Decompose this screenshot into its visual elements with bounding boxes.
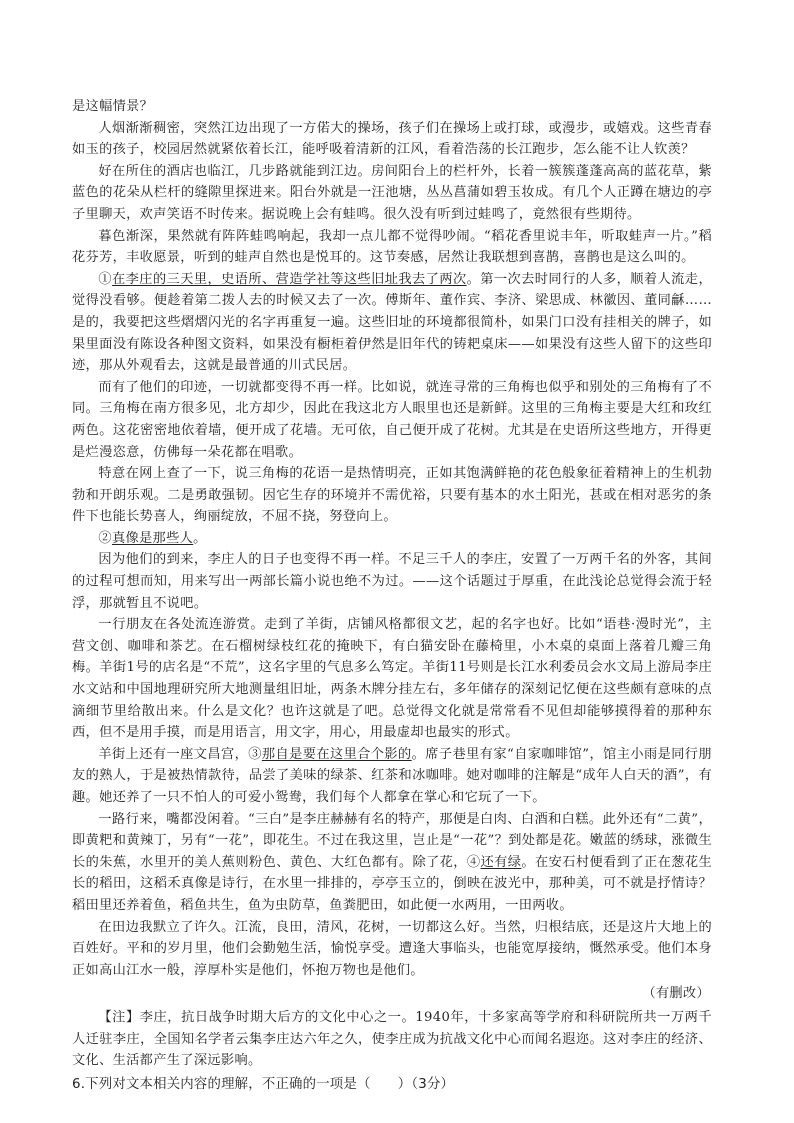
paragraph-4-rest: 。第一次去时同行的人多，顺着人流走，觉得没看够。便趁着第二拨人去的时候又去了一次。傅斯年、董作宾、李济、梁思成、林徽因、董同龢……是的，我要把这些熠熠闪光的名字再重复一遍。这些旧址的环境都很简朴，如果门口没有挂相关的牌子，如果里面没有陈设各种图文资料，如果没有橱柜着伊然是旧年代的铸耙桌床——如果没有这些人留下的这些印迹，那从外观看去，这就是最普通的川式民居。 [72, 271, 712, 374]
paragraph-10-start: 羊街上还有一座文昌宫， [98, 746, 249, 762]
underlined-sentence-4: 还有绿 [480, 854, 522, 870]
paragraph-7-rest: 。 [193, 530, 207, 546]
paragraph-9: 一行朋友在各处流连游赏。走到了羊街，店铺风格都很文艺，起的名字也好。比如“语巷·漫时光”，主营文创、咖啡和茶艺。在石榴树绿枝红花的掩映下，有白猫安卧在藤椅里，小木桌的桌面上落着几瓣三角梅。羊街1号的店名是“不荒”，这名字里的气息多么笃定。羊街11号则是长江水利委员会水文局上游局李庄水文站和中国地理研究所大地测量组旧址，两条木牌分挂左右，多年储存的深刻记忆便在这些颇有意味的点滴细节里给散出来。什么是文化？也许这就是了吧。总觉得文化就是常常看不见但却能够摸得着的那种东西，但不是用手摸，而是用语言，用文字，用心，用最虚却也最实的形式。 [72, 617, 712, 741]
paragraph-11 [72, 809, 712, 917]
underlined-sentence-3: 那自是要在这里合个影的 [261, 746, 412, 762]
question-6: 6.下列对文本相关内容的理解，不正确的一项是（ ）（3分） [72, 1076, 455, 1092]
footnote-label: 【注】 [98, 1009, 140, 1025]
paragraph-11-rest: 。在安石村便看到了正在葱花生长的稻田，这稻禾真像是诗行，在水里一排排的，亭亭玉立的，倒映在波光中，那种美，可不就是抒情诗？稻田里还养着鱼，稻鱼共生，鱼为虫防草，鱼粪肥田，如此便一水两用，一田两收。 [72, 854, 712, 913]
paragraph-7 [72, 528, 712, 550]
marker-1: ① [98, 271, 113, 287]
article-page [72, 96, 712, 1095]
paragraph-12: 在田边我默立了许久。江流，良田，清风，花树，一切都这么好。当然，归根结底，还是这片大地上的百姓好。平和的岁月里，他们会勤勉生活，愉悦享受。遭逢大事临头，也能宽厚接纳，慨然承受。他们本身正如高山江水一般，淳厚朴实是他们，怀抱万物也是他们。 [72, 919, 712, 978]
underlined-sentence-1: 在李庄的三天里，史语所、营造学社等这些旧址我去了两次 [112, 271, 467, 287]
footnote-text: 李庄，抗日战争时期大后方的文化中心之一。1940年，十多家高等学府和科研院所共一万两千人迁驻李庄，全国知名学者云集李庄达六年之久，使李庄成为抗战文化中心而闻名遐迩。这对李庄的经济、文化、生活都产生了深远影响。 [72, 1009, 712, 1069]
paragraph-5: 而有了他们的印迹，一切就都变得不再一样。比如说，就连寻常的三角梅也似乎和别处的三角梅有了不同。三角梅在南方很多见，北方却少，因此在我这北方人眼里也还是新鲜。这里的三角梅主要是大红和玫红两色。这花密密地依着墙，便开成了花墙。无可依，自己便开成了花树。尤其是在史语所这些地方，开得更是烂漫恣意，仿佛每一朵花都在唱歌。 [72, 379, 712, 460]
marker-4: ④ [466, 854, 481, 870]
paragraph-0: 是这幅情景？ [72, 99, 154, 114]
paragraph-4 [72, 269, 712, 377]
source-note: （有删改） [642, 986, 710, 1002]
paragraph-3: 暮色渐深，果然就有阵阵蛙鸣响起，我却一点儿都不觉得吵闹。“稻花香里说丰年，听取蛙声一片。”稻花芬芳，丰收愿景，听到的蛙声自然也是悦耳的。这节奏感，居然让我联想到喜鹊，喜鹊也是这么叫的。 [72, 228, 712, 266]
paragraph-10 [72, 744, 712, 809]
paragraph-1: 人烟渐渐稠密，突然江边出现了一方偌大的操场，孩子们在操场上或打球，或漫步，或嬉戏。这些青春如玉的孩子，校园居然就紧依着长江，能呼吸着清新的江风，看着浩荡的长江跑步，怎么能不让人钦羡？ [72, 120, 712, 158]
footnote [72, 1007, 712, 1072]
marker-2: ② [98, 530, 112, 546]
paragraph-11-start: 一路行来，嘴都没闲着。“三白”是李庄赫赫有名的特产，那便是白肉、白酒和白糕。此外还有“二黄”，即黄粑和黄辣丁，另有“一花”，即花生。不过在我这里，岂止是“一花”？到处都是花。嫩蓝的绣球，涨微生长的朱蕉，水里开的美人蕉则粉色、黄色、大红色都有。除了花， [72, 811, 712, 870]
paragraph-10-rest: 。席子巷里有家“自家咖啡馆”，馆主小雨是同行朋友的熟人，于是被热情款待，品尝了美味的绿茶、红茶和冰咖啡。她对咖啡的注解是“成年人白天的酒”，有趣。她还养了一只不怕人的可爱小鸳鸯，我们每个人都拿在掌心和它玩了一下。 [72, 746, 712, 805]
paragraph-2: 好在所住的酒店也临江，几步路就能到江边。房间阳台上的栏杆外，长着一簇簇蓬蓬高高的蓝花草，紫蓝色的花朵从栏杆的缝隙里探进来。阳台外就是一汪池塘，丛丛菖蒲如碧玉妆成。有几个人正蹲在塘边的亭子里聊天，欢声笑语不时传来。据说晚上会有蛙鸣。很久没有听到过蛙鸣了，竟然很有些期待。 [72, 163, 712, 222]
paragraph-8: 因为他们的到来，李庄人的日子也变得不再一样。不足三千人的李庄，安置了一万两千名的外客，其间的过程可想而知，用来写出一两部长篇小说也绝不为过。——这个话题过于厚重，在此浅论总觉得会流于轻浮，那就暂且不说吧。 [72, 552, 712, 611]
paragraph-6: 特意在网上查了一下，说三角梅的花语一是热情明亮，正如其饱满鲜艳的花色般象征着精神上的生机勃勃和开朗乐观。二是勇敢强韧。因它生存的环境并不需优裕，只要有基本的水土阳光，甚或在相对恶劣的条件下也能长势喜人，绚丽绽放，不屈不挠，努登向上。 [72, 466, 712, 525]
underlined-sentence-2: 真像是那些人 [111, 530, 194, 546]
marker-3: ③ [248, 746, 262, 762]
